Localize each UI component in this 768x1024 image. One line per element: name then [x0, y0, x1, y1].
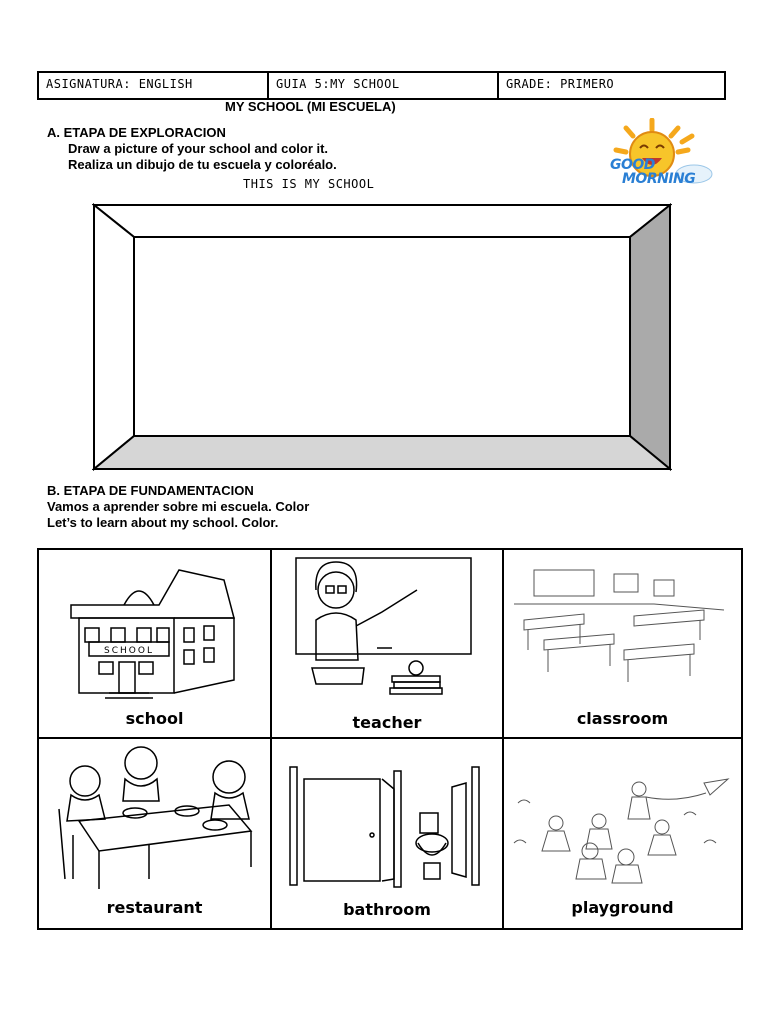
vocabulary-grid: [37, 548, 743, 930]
section-a-heading: A. ETAPA DE EXPLORACION: [47, 125, 226, 140]
card-restaurant: [39, 739, 272, 928]
card-bathroom: [272, 739, 504, 928]
card-word: playground: [571, 898, 674, 917]
guide-cell: GUIA 5:MY SCHOOL: [269, 73, 499, 98]
classroom-icon: [504, 550, 741, 710]
card-school: [39, 550, 272, 739]
card-word: bathroom: [343, 900, 431, 919]
grade-cell: GRADE: PRIMERO: [506, 77, 615, 91]
card-classroom: [504, 550, 741, 739]
card-playground: [504, 739, 741, 928]
drawing-frame: [92, 203, 672, 472]
school-building-icon: [39, 550, 270, 710]
header-table: [37, 71, 726, 100]
card-teacher: [272, 550, 504, 739]
subject-cell: ASIGNATURA: ENGLISH: [39, 73, 269, 98]
section-b-heading: B. ETAPA DE FUNDAMENTACION: [47, 483, 254, 498]
bathroom-icon: [272, 739, 502, 899]
page-title: MY SCHOOL (MI ESCUELA): [225, 99, 396, 114]
card-word: school: [125, 709, 184, 728]
playground-icon: [504, 739, 741, 899]
teacher-icon: [272, 550, 502, 710]
card-word: teacher: [352, 713, 422, 732]
section-a-line2: Realiza un dibujo de tu escuela y coloréalo.: [68, 157, 337, 172]
card-word: restaurant: [106, 898, 203, 917]
section-a-line1: Draw a picture of your school and color it.: [68, 141, 329, 156]
svg-text:SCHOOL: SCHOOL: [104, 646, 154, 656]
restaurant-icon: [39, 739, 270, 899]
section-b-line2: Let’s to learn about my school. Color.: [47, 515, 279, 530]
card-word: classroom: [576, 709, 669, 728]
section-b-line1: Vamos a aprender sobre mi escuela. Color: [47, 499, 310, 514]
frame-caption: THIS IS MY SCHOOL: [243, 177, 375, 191]
sticker-line1: GOOD: [610, 157, 655, 173]
good-morning-sticker: [610, 158, 695, 186]
sticker-line2: MORNING: [622, 171, 696, 187]
